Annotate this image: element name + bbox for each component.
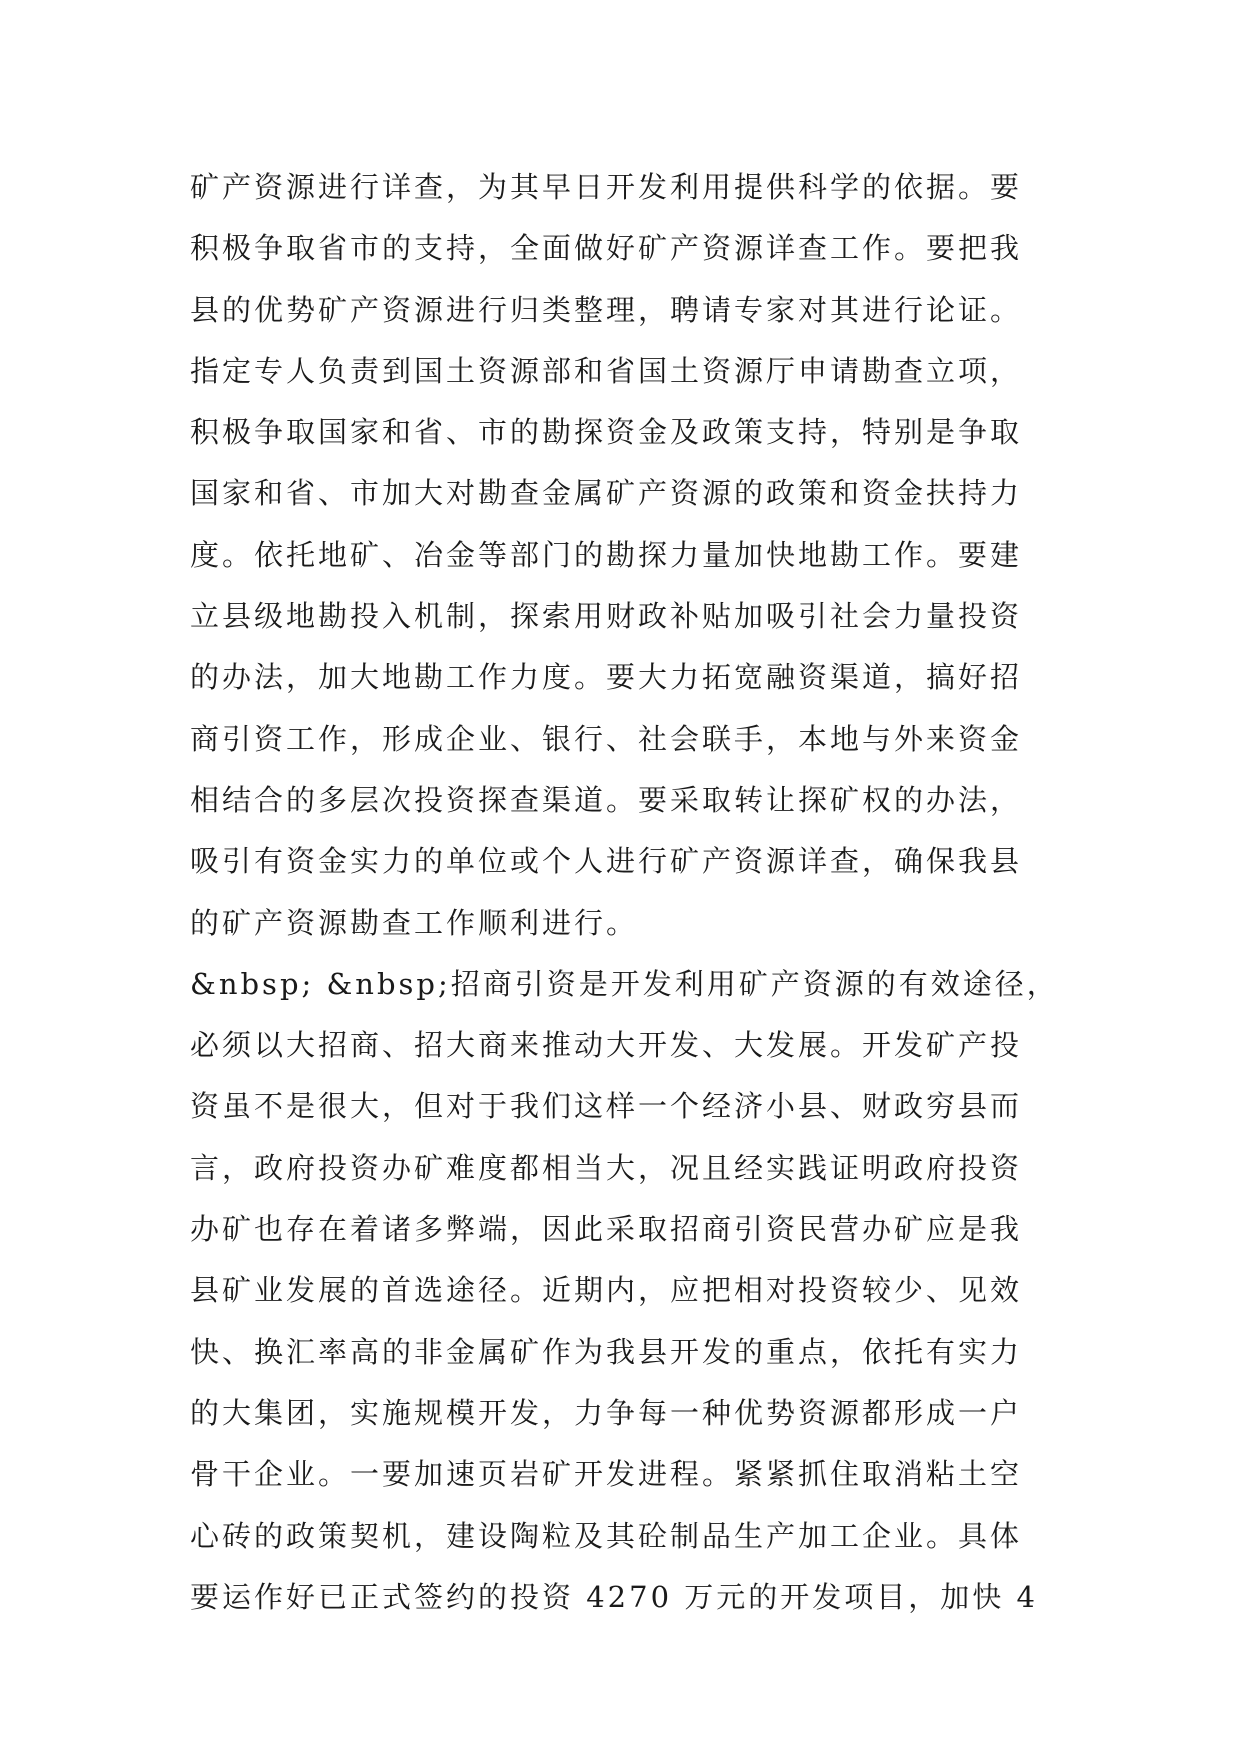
text-line: 言，政府投资办矿难度都相当大，况且经实践证明政府投资 [190, 1150, 1023, 1185]
text-line: 指定专人负责到国土资源部和省国土资源厅申请勘查立项， [190, 353, 1023, 388]
text-line: 必须以大招商、招大商来推动大开发、大发展。开发矿产投 [190, 1028, 1023, 1063]
text-line: &nbsp; &nbsp;招商引资是开发利用矿产资源的有效途径， [190, 966, 1059, 1001]
text-line: 资虽不是很大，但对于我们这样一个经济小县、财政穷县而 [190, 1089, 1023, 1124]
text-line: 矿产资源进行详查，为其早日开发利用提供科学的依据。要 [190, 170, 1023, 204]
text-line: 商引资工作，形成企业、银行、社会联手，本地与外来资金 [190, 721, 1023, 756]
text-line: 积极争取省市的支持，全面做好矿产资源详查工作。要把我 [190, 231, 1023, 266]
text-line: 县的优势矿产资源进行归类整理，聘请专家对其进行论证。 [190, 292, 1023, 327]
text-line: 骨干企业。一要加速页岩矿开发进程。紧紧抓住取消粘土空 [190, 1457, 1023, 1492]
text-line: 县矿业发展的首选途径。近期内，应把相对投资较少、见效 [190, 1273, 1023, 1308]
text-line: 的办法，加大地勘工作力度。要大力拓宽融资渠道，搞好招 [190, 660, 1023, 695]
text-line: 积极争取国家和省、市的勘探资金及政策支持，特别是争取 [190, 415, 1023, 450]
text-line: 的矿产资源勘查工作顺利进行。 [190, 905, 639, 940]
text-line: 要运作好已正式签约的投资 4270 万元的开发项目，加快 4 [190, 1579, 1038, 1614]
text-line: 的大集团，实施规模开发，力争每一种优势资源都形成一户 [190, 1395, 1023, 1430]
body-text [190, 157, 1090, 1628]
text-line: 度。依托地矿、冶金等部门的勘探力量加快地勘工作。要建 [190, 537, 1023, 572]
text-line: 国家和省、市加大对勘查金属矿产资源的政策和资金扶持力 [190, 476, 1023, 511]
text-line: 快、换汇率高的非金属矿作为我县开发的重点，依托有实力 [190, 1334, 1023, 1369]
text-line: 吸引有资金实力的单位或个人进行矿产资源详查，确保我县 [190, 844, 1023, 879]
text-line: 相结合的多层次投资探查渠道。要采取转让探矿权的办法， [190, 782, 1023, 817]
text-line: 心砖的政策契机，建设陶粒及其砼制品生产加工企业。具体 [190, 1518, 1023, 1553]
text-line: 办矿也存在着诸多弊端，因此采取招商引资民营办矿应是我 [190, 1212, 1023, 1247]
text-line: 立县级地勘投入机制，探索用财政补贴加吸引社会力量投资 [190, 599, 1023, 634]
